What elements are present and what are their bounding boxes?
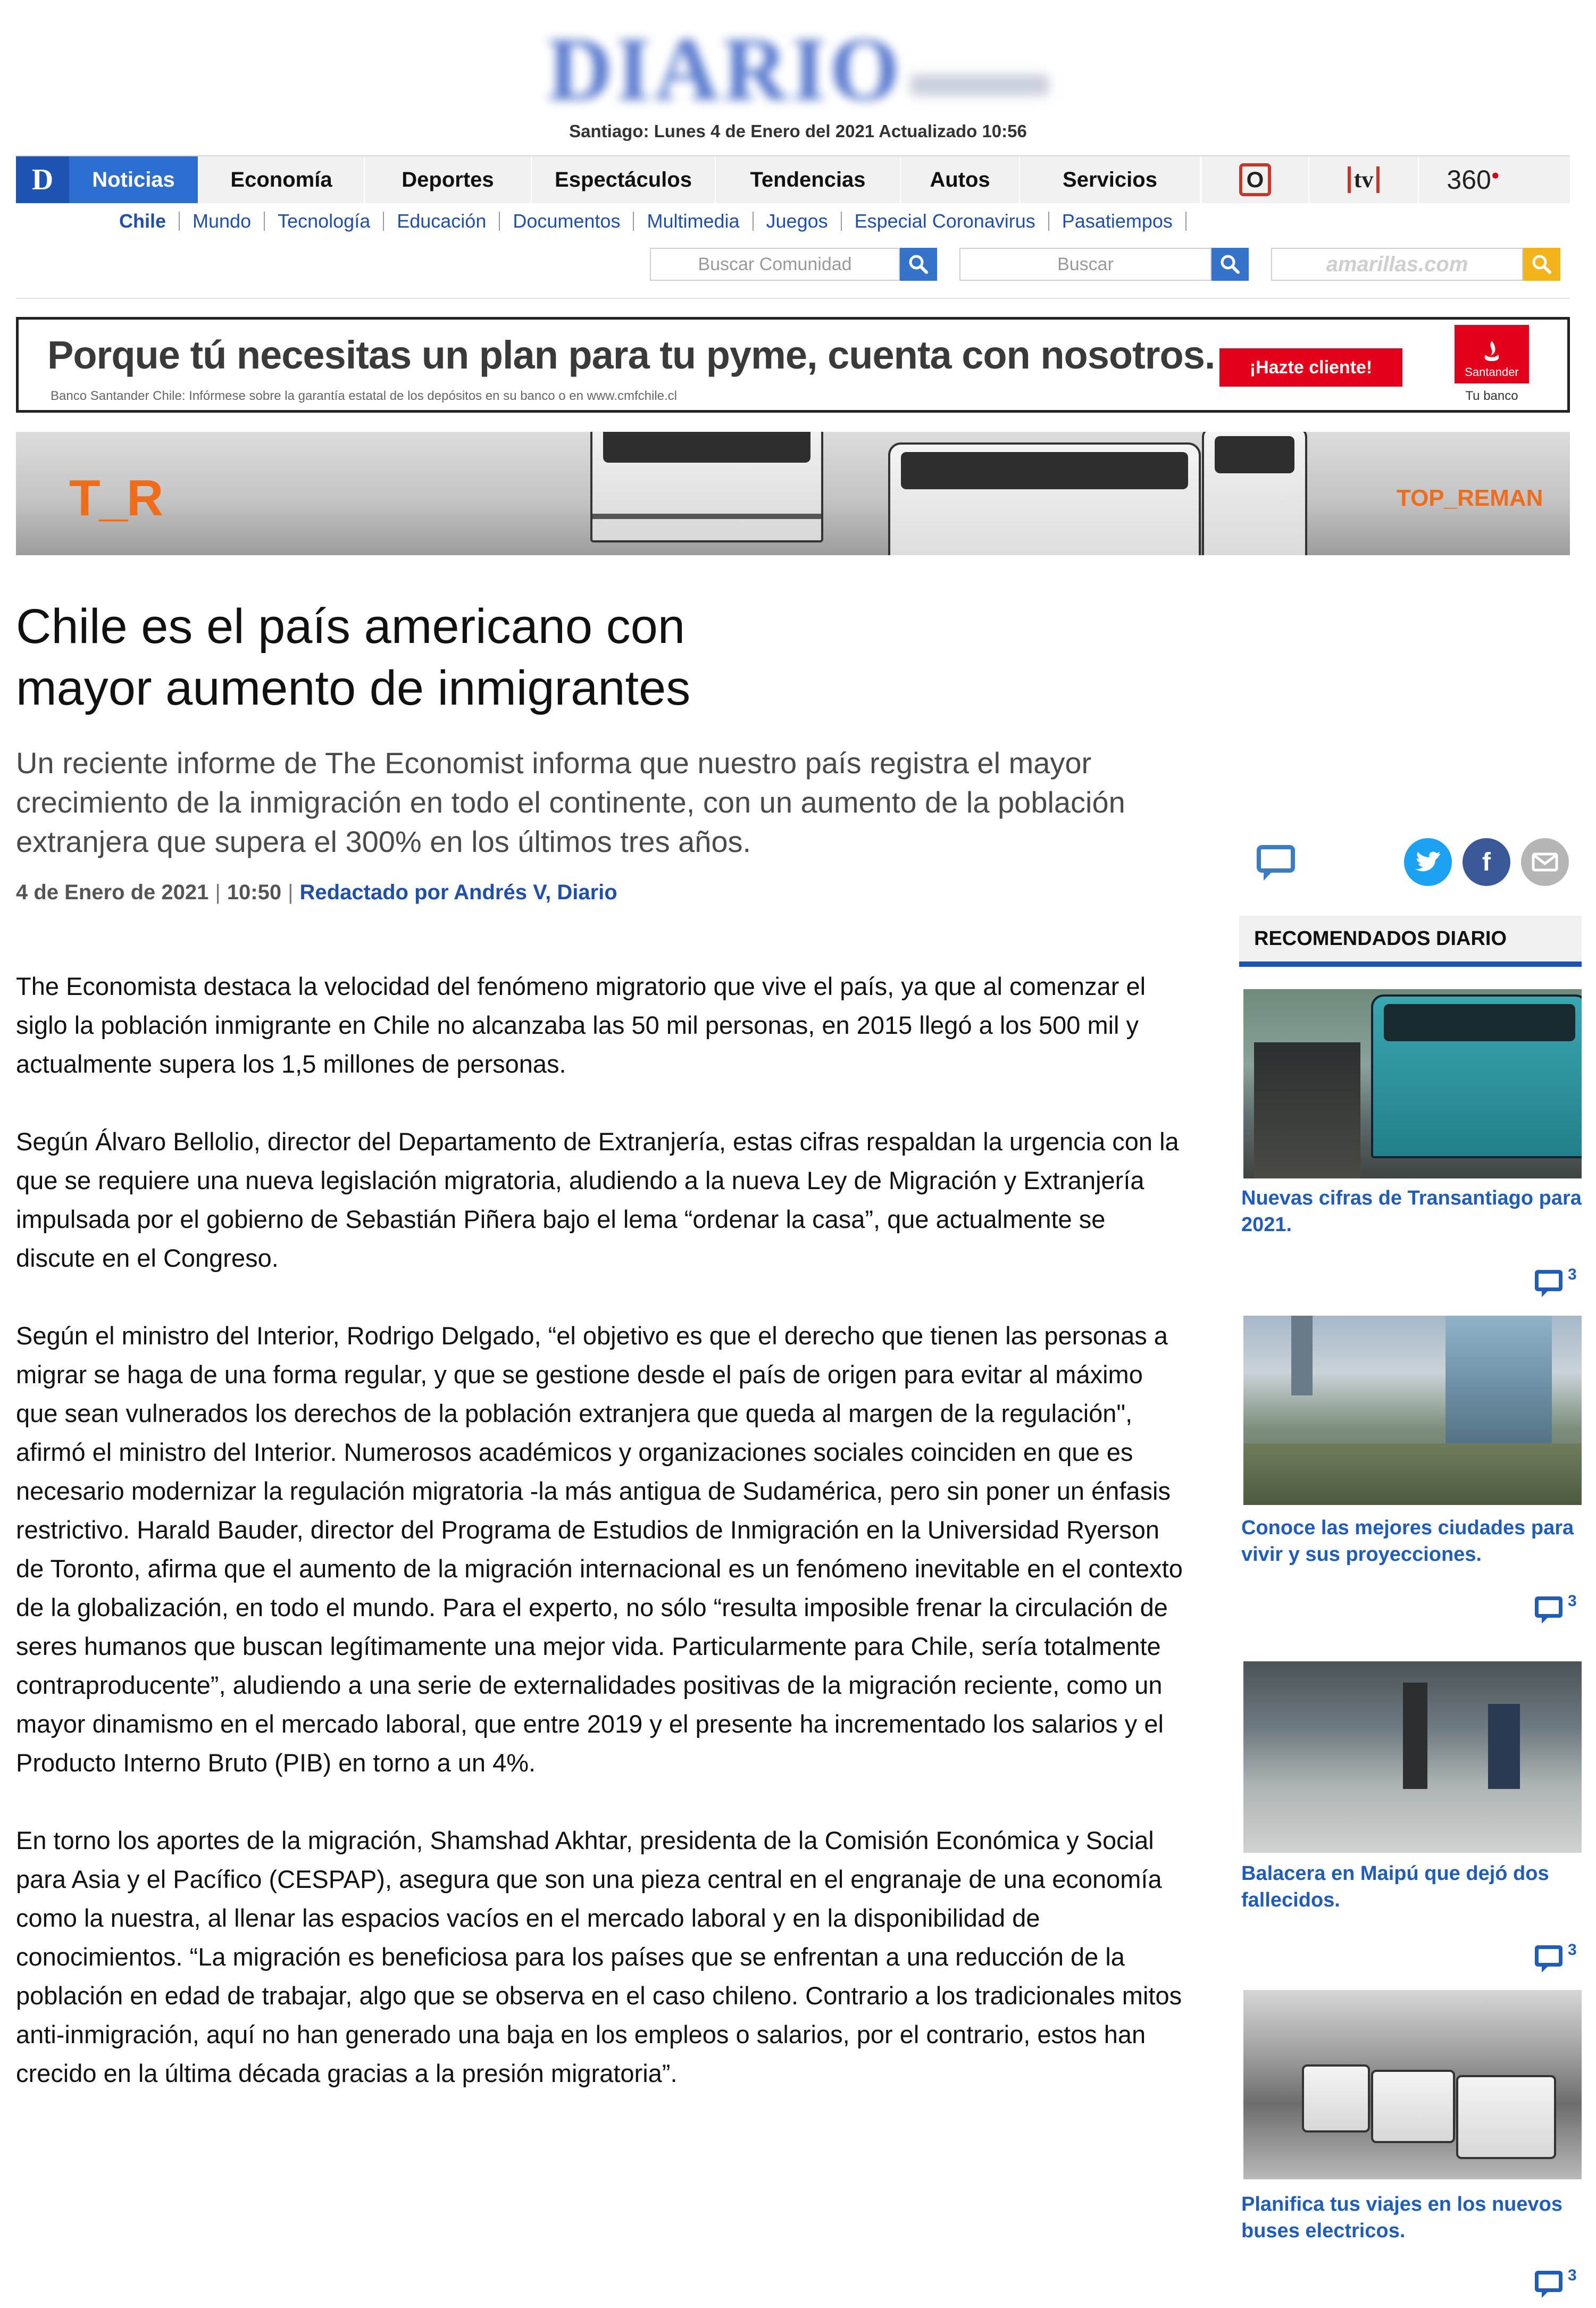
brand-360-label: 360 — [1447, 165, 1491, 195]
header-divider — [16, 298, 1570, 299]
subnav-item-educacion[interactable]: Educación — [384, 212, 500, 231]
article-author[interactable]: Redactado por Andrés V, Diario — [299, 881, 617, 904]
card-title-2[interactable]: Conoce las mejores ciudades para vivir y sus proyecciones. — [1241, 1517, 1574, 1566]
card-title-3[interactable]: Balacera en Maipú que dejó dos fallecidos. — [1241, 1862, 1549, 1911]
bus-image — [1371, 994, 1582, 1158]
search-icon — [1531, 254, 1552, 275]
comment-count: 3 — [1568, 2267, 1577, 2284]
email-share-button[interactable] — [1521, 838, 1569, 886]
comment-icon — [1535, 1596, 1562, 1618]
bus-image — [1371, 2070, 1455, 2143]
comment-icon — [1535, 2271, 1562, 2292]
sub-nav — [106, 206, 1186, 236]
comment-count: 3 — [1568, 1266, 1577, 1283]
dateline: Santiago: Lunes 4 de Enero del 2021 Actualizado 10:56 — [569, 121, 1027, 141]
card-image-transantiago[interactable] — [1243, 989, 1582, 1178]
search-icon — [1219, 254, 1241, 275]
bus-image — [1302, 2064, 1370, 2133]
santander-ad[interactable] — [16, 317, 1570, 413]
community-search-input[interactable]: Buscar Comunidad — [650, 248, 900, 281]
brand-o-icon: O — [1239, 163, 1272, 196]
subnav-item-especial-coronavirus[interactable]: Especial Coronavirus — [842, 212, 1049, 231]
nav-item-tendencias[interactable]: Tendencias — [716, 156, 901, 203]
brand-tv-icon: tv — [1348, 166, 1380, 193]
card-title-4[interactable]: Planifica tus viajes en los nuevos buses electricos. — [1241, 2193, 1563, 2242]
article-dek: Un reciente informe de The Economist informa que nuestro país registra el mayor crecimiento de la inmigración en todo el continente, con un aumento de la población extranjera que supera el 300% en los últimos tres años. — [16, 746, 1125, 858]
site-search-input[interactable]: Buscar — [959, 248, 1211, 281]
search-icon — [908, 254, 929, 275]
nav-item-economia[interactable]: Economía — [199, 156, 365, 203]
ad-brand-name: Santander — [1465, 365, 1519, 379]
officer-image — [1488, 1704, 1520, 1789]
card-comments-1[interactable] — [1535, 1266, 1583, 1298]
comment-icon — [1256, 844, 1297, 883]
subnav-item-pasatiempos[interactable]: Pasatiempos — [1049, 212, 1186, 231]
article-paragraph: The Economista destaca la velocidad del fenómeno migratorio que vive el país, ya que al comenzar el siglo la población inmigrante en Chile no alcanzaba las 50 mil personas, en 2015 llegó a los 500 mil y actualmente supera los 1,5 millones de personas. — [16, 972, 1146, 1078]
article-paragraph: Según el ministro del Interior, Rodrigo Delgado, “el objetivo es que el derecho que tienen las personas a migrar se haga de una forma regular, y que se gestione desde el país de origen para evitar al máximo que sean vulnerados los derechos de la población extranjera que queda al margen de la regulación", afirmó el ministro del Interior. Numerosos académicos y organizaciones sociales coinciden en que es necesario modernizar la regulación migratoria -la más antigua de Sudamérica, pero sin poner un énfasis restrictivo. Harald Bauder, director del Programa de Estudios de Inmigración en la Universidad Ryerson de Toronto, afirma que el aumento de la migración internacional es un fenómeno inevitable en el contexto de la globalización, en todo el mundo. Para el experto, no sólo “resulta imposible frenar la circulación de seres humanos que buscan legítimamente una mejor vida. Particularmente para Chile, sería totalmente contraproducente”, aludiendo a una serie de externalidades positivas de la migración reciente, como un mayor dinamismo en el mercado laboral, que entre 2019 y el presente ha incrementado los salarios y el Producto Interno Bruto (PIB) en torno a un 4%. — [16, 1322, 1183, 1777]
people-image — [1254, 1042, 1360, 1178]
twitter-icon — [1414, 850, 1442, 874]
subnav-item-chile[interactable]: Chile — [106, 212, 180, 231]
main-nav — [16, 155, 1570, 203]
amarillas-search-button[interactable] — [1523, 248, 1560, 281]
search-row — [650, 248, 1560, 281]
article-byline — [16, 881, 617, 905]
article-paragraph: En torno los aportes de la migración, Shamshad Akhtar, presidenta de la Comisión Económica y Social para Asia y el Pacífico (CESPAP), asegura que son una pieza central en el engranaje de una economía como la nuestra, al llenar las espacios vacíos en el mercado laboral y en la disponibilidad de conocimientos. “La migración es beneficiosa para los países que se enfrentan a una reducción de la población en edad de trabajar, algo que se observa en el caso chileno. Contrario a los tradicionales mitos anti-inmigración, aquí no han generado una baja en los empleos o salarios, por el contrario, estos han crecido en la última década gracias a la presión migratoria”. — [16, 1826, 1182, 2087]
ad-brand-tagline: Tu banco — [1465, 389, 1518, 403]
subnav-item-multimedia[interactable]: Multimedia — [634, 212, 753, 231]
headline-line-1: Chile es el país americano con — [16, 599, 685, 654]
byline-separator: | — [288, 881, 294, 904]
card-image-buses-electricos[interactable] — [1243, 1990, 1582, 2179]
subnav-item-tecnologia[interactable]: Tecnología — [265, 212, 384, 231]
twitter-share-button[interactable] — [1404, 838, 1452, 886]
bus-image-1 — [590, 432, 823, 542]
masthead — [0, 21, 1596, 117]
flame-icon — [1476, 339, 1508, 365]
banner-logo: T_R — [69, 470, 163, 526]
comment-icon — [1535, 1270, 1562, 1291]
site-logo[interactable]: DIARIO — [547, 19, 903, 119]
brand-360-icon — [1447, 164, 1499, 195]
comment-count: 3 — [1568, 1941, 1577, 1959]
brand-360-dot-icon: ● — [1491, 166, 1500, 183]
bus-image-2 — [888, 442, 1201, 555]
amarillas-search-input[interactable]: amarillas.com — [1271, 248, 1523, 281]
card-image-ciudades[interactable] — [1243, 1316, 1582, 1505]
article-date: 4 de Enero de 2021 — [16, 881, 209, 904]
banner-tag: TOP_REMAN — [1397, 485, 1543, 511]
card-comments-4[interactable] — [1535, 2267, 1583, 2298]
nav-brand-o[interactable] — [1201, 156, 1308, 203]
card-comments-3[interactable] — [1535, 1941, 1583, 1973]
article-body — [16, 967, 1191, 2131]
nav-item-noticias[interactable]: Noticias — [69, 156, 199, 203]
comment-icon — [1535, 1945, 1562, 1967]
card-image-maipu[interactable] — [1243, 1661, 1582, 1853]
nav-brand-tv[interactable] — [1308, 156, 1418, 203]
facebook-icon: f — [1482, 848, 1491, 876]
bus-image-3 — [1202, 432, 1307, 555]
ad-cta-button[interactable]: ¡Hazte cliente! — [1219, 348, 1402, 387]
tower-image — [1445, 1316, 1552, 1454]
pole-image — [1403, 1683, 1427, 1789]
nav-home-logo[interactable]: D — [16, 156, 69, 203]
nav-item-autos[interactable]: Autos — [901, 156, 1020, 203]
building-image — [1291, 1316, 1313, 1395]
card-comments-2[interactable] — [1535, 1592, 1583, 1624]
nav-item-espectaculos[interactable]: Espectáculos — [532, 156, 716, 203]
article-time: 10:50 — [227, 881, 282, 904]
nav-brand-360[interactable] — [1418, 156, 1527, 203]
subnav-item-mundo[interactable]: Mundo — [180, 212, 265, 231]
logo-tagline-blurred — [910, 74, 1049, 96]
bus-banner[interactable] — [16, 432, 1570, 555]
article-paragraph: Según Álvaro Bellolio, director del Departamento de Extranjería, estas cifras respaldan la urgencia con la que se requiere una nueva legislación migratoria, aludiendo a la nueva Ley de Migración y Extranjería impulsada por el gobierno de Sebastián Piñera bajo el lema “ordenar la casa”, que actualmente se discute en el Congreso. — [16, 1127, 1179, 1272]
comment-count: 3 — [1568, 1592, 1577, 1610]
community-search-button[interactable] — [900, 248, 937, 281]
ad-headline: Porque tú necesitas un plan para tu pyme, cuenta con nosotros. — [47, 333, 1215, 377]
recommended-heading: RECOMENDADOS DIARIO — [1239, 916, 1582, 967]
site-search-button[interactable] — [1211, 248, 1249, 281]
subnav-item-documentos[interactable]: Documentos — [500, 212, 634, 231]
bus-image — [1456, 2075, 1556, 2159]
ad-fineprint: Banco Santander Chile: Infórmese sobre la garantía estatal de los depósitos en su banco o en www.cmfchile.cl — [51, 389, 678, 403]
park-image — [1243, 1443, 1582, 1505]
email-icon — [1532, 852, 1558, 872]
nav-item-deportes[interactable]: Deportes — [365, 156, 532, 203]
card-title-1[interactable]: Nuevas cifras de Transantiago para 2021. — [1241, 1187, 1582, 1236]
santander-logo — [1455, 325, 1529, 383]
facebook-share-button[interactable] — [1463, 838, 1510, 886]
byline-separator: | — [215, 881, 221, 904]
subnav-item-juegos[interactable]: Juegos — [754, 212, 842, 231]
comment-button[interactable] — [1256, 844, 1297, 883]
article-headline — [16, 596, 920, 719]
nav-item-servicios[interactable]: Servicios — [1020, 156, 1201, 203]
headline-line-2: mayor aumento de inmigrantes — [16, 661, 691, 715]
